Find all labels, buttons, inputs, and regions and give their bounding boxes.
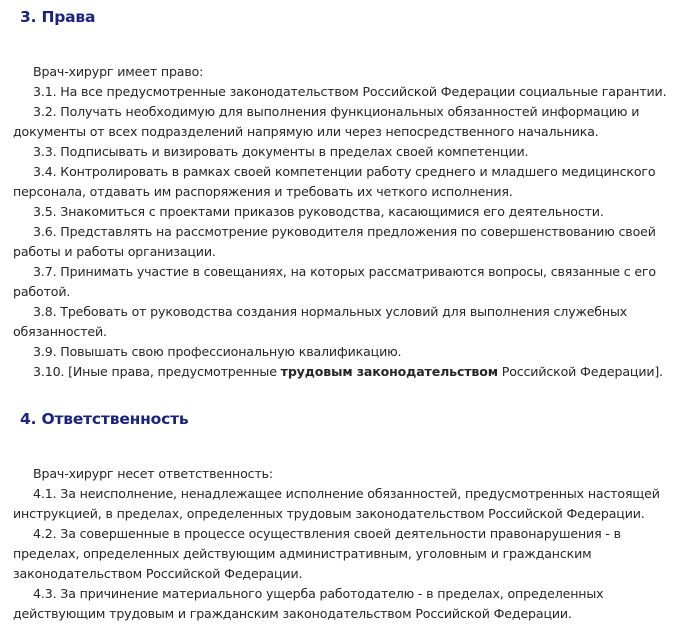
responsibility-item-4-2: 4.2. За совершенные в процессе осуществления своей деятельности правонарушения - в пределах, определенных действующим административным, уголовным и гражданским законодательством Российской Федерации.: [13, 526, 621, 581]
rights-item-3-10-prefix: 3.10. [Иные права, предусмотренные: [33, 364, 281, 379]
rights-item-3-3: 3.3. Подписывать и визировать документы в пределах своей компетенции.: [33, 144, 529, 159]
rights-item-3-10-suffix: Российской Федерации].: [497, 364, 664, 379]
rights-item-3-9: 3.9. Повышать свою профессиональную квалификацию.: [33, 344, 402, 359]
rights-item-3-6: 3.6. Представлять на рассмотрение руководителя предложения по совершенствованию своей работы и работы организации.: [13, 224, 656, 259]
section-heading-responsibility: 4. Ответственность: [20, 410, 189, 428]
labor-law-link-text[interactable]: трудовым законодательством: [280, 364, 498, 379]
rights-item-3-7: 3.7. Принимать участие в совещаниях, на которых рассматриваются вопросы, связанные с его работой.: [13, 264, 656, 299]
responsibility-intro: Врач-хирург несет ответственность:: [33, 466, 274, 481]
responsibility-item-4-3: 4.3. За причинение материального ущерба работодателю - в пределах, определенных действующим трудовым и гражданским законодательством Российской Федерации.: [13, 586, 604, 621]
rights-item-3-8: 3.8. Требовать от руководства создания нормальных условий для выполнения служебных обязанностей.: [13, 304, 628, 339]
rights-item-3-5: 3.5. Знакомиться с проектами приказов руководства, касающимися его деятельности.: [33, 204, 604, 219]
section-heading-rights: 3. Права: [20, 8, 96, 26]
rights-intro: Врач-хирург имеет право:: [33, 64, 204, 79]
responsibility-item-4-1: 4.1. За неисполнение, ненадлежащее исполнение обязанностей, предусмотренных настоящей инструкцией, в пределах, определенных трудовым законодательством Российской Федерации.: [13, 486, 660, 521]
rights-item-3-10: [13, 362, 675, 382]
rights-item-3-2: 3.2. Получать необходимую для выполнения функциональных обязанностей информацию и документы от всех подразделений напрямую или через непосредственного начальника.: [13, 104, 640, 139]
rights-item-3-1: 3.1. На все предусмотренные законодательством Российской Федерации социальные гарантии.: [33, 84, 667, 99]
rights-section: [13, 62, 675, 382]
responsibility-section: [13, 464, 675, 624]
rights-item-3-4: 3.4. Контролировать в рамках своей компетенции работу среднего и младшего медицинского персонала, отдавать им распоряжения и требовать их четкого исполнения.: [13, 164, 656, 199]
